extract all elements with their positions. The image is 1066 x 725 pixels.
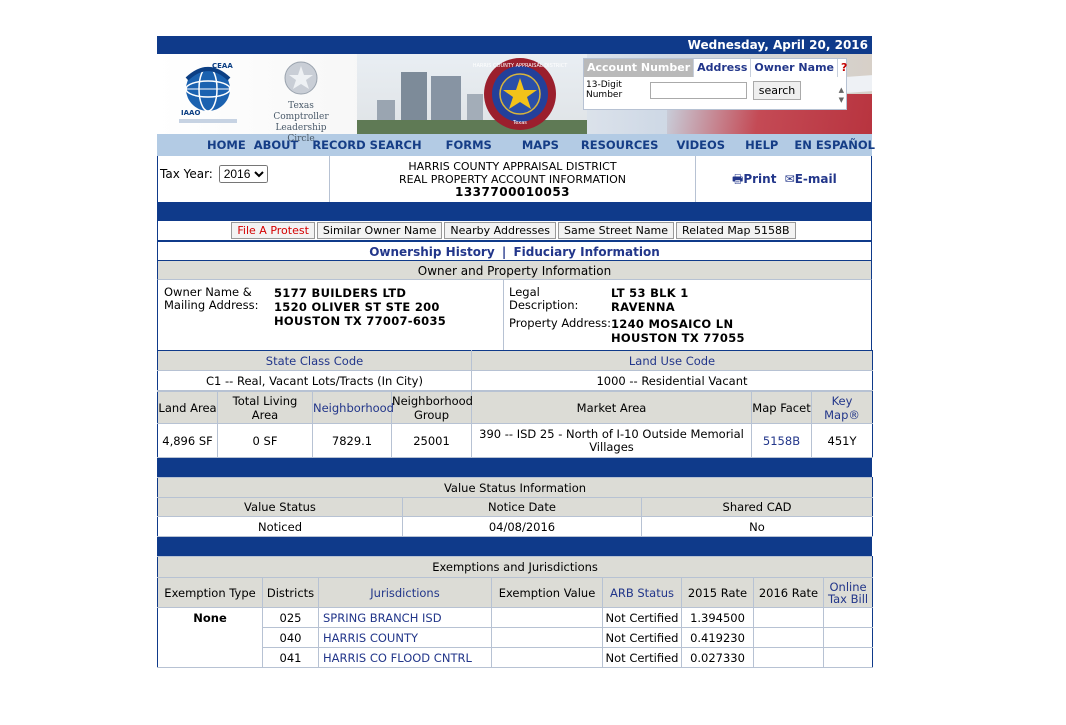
value-status-title: Value Status Information (158, 478, 873, 498)
land-area-value: 4,896 SF (158, 424, 218, 458)
shared-cad-value: No (642, 517, 873, 537)
table-row (158, 608, 873, 628)
ceaa-iaao-logo-icon[interactable] (179, 59, 237, 125)
owner-property-block (157, 280, 872, 350)
neighborhood-value: 7829.1 (313, 424, 392, 458)
tab-account-number[interactable]: Account Number (584, 59, 694, 77)
tab-address[interactable]: Address (694, 59, 751, 77)
nav-home[interactable]: HOME (207, 138, 246, 152)
table-row (158, 628, 873, 648)
exemptions-title: Exemptions and Jurisdictions (158, 557, 873, 578)
comptroller-text: Texas Comptroller Leadership Circle (273, 101, 329, 144)
quick-search-box (583, 58, 847, 110)
date-bar (157, 36, 872, 54)
similar-owner-button[interactable]: Similar Owner Name (317, 222, 443, 239)
account-title (330, 156, 696, 202)
key-map-value: 451Y (812, 424, 873, 458)
value-status-header: Value Status (158, 498, 403, 517)
jurisdiction-link[interactable]: HARRIS COUNTY (319, 628, 492, 648)
rate-2015-header: 2015 Rate (682, 578, 754, 608)
table-row (158, 648, 873, 668)
legal-desc-label: Legal Description: (509, 285, 579, 312)
key-map-header[interactable]: Key Map® (812, 392, 873, 424)
tax-year-cell (158, 156, 330, 202)
map-facet-link[interactable]: 5158B (752, 424, 812, 458)
tab-owner-name[interactable]: Owner Name (751, 59, 838, 77)
envelope-icon: ✉ (784, 172, 795, 186)
exemptions-table (157, 556, 873, 668)
account-number: 1337700010053 (454, 185, 571, 199)
value-status-table (157, 477, 873, 537)
neighborhood-group-header: Neighborhood Group (392, 393, 473, 422)
exemption-value (492, 648, 603, 668)
nav-about[interactable]: ABOUT (253, 138, 299, 152)
exemption-value (492, 608, 603, 628)
neighborhood-group-value: 25001 (392, 424, 472, 458)
same-street-button[interactable]: Same Street Name (558, 222, 674, 239)
email-link[interactable]: ✉E-mail (784, 172, 837, 186)
divider-bar-3 (157, 537, 872, 556)
shared-cad-header: Shared CAD (642, 498, 873, 517)
printer-icon: 🖶 (732, 172, 744, 186)
value-status-value: Noticed (158, 517, 403, 537)
map-facet-header: Map Facet (752, 392, 812, 424)
arb-status: Not Certified (603, 608, 682, 628)
hcad-seal-icon[interactable] (472, 56, 568, 132)
land-area-header: Land Area (158, 392, 218, 424)
iaao-text: IAAO (181, 109, 201, 117)
tax-bill-cell (824, 628, 873, 648)
area-table (157, 391, 873, 458)
jurisdiction-link[interactable]: HARRIS CO FLOOD CNTRL (319, 648, 492, 668)
class-codes-table (157, 350, 873, 391)
help-question-icon[interactable]: ? (841, 61, 848, 74)
action-buttons (157, 221, 872, 240)
district-code: 025 (263, 608, 319, 628)
tax-bill-cell (824, 608, 873, 628)
search-label: 13-Digit Number (586, 80, 623, 100)
owner-label-2: Mailing Address: (164, 298, 259, 312)
print-link[interactable]: 🖶Print (732, 172, 777, 186)
search-button[interactable]: search (753, 81, 801, 100)
fiduciary-info-link[interactable]: Fiduciary Information (513, 245, 660, 259)
arb-status-header[interactable]: ARB Status (603, 578, 682, 608)
online-tax-bill-header[interactable]: Online Tax Bill (824, 578, 873, 608)
rate-2016 (754, 628, 824, 648)
arb-status: Not Certified (603, 648, 682, 668)
notice-date-header: Notice Date (403, 498, 642, 517)
account-number-input[interactable] (650, 82, 747, 99)
state-class-header[interactable]: State Class Code (158, 351, 472, 371)
tax-year-select[interactable] (219, 165, 268, 183)
jurisdictions-header[interactable]: Jurisdictions (319, 578, 492, 608)
land-use-value: 1000 -- Residential Vacant (472, 371, 873, 391)
property-address-label: Property Address: (509, 316, 611, 330)
link-separator: | (501, 245, 507, 259)
nav-forms[interactable]: FORMS (445, 138, 492, 152)
comptroller-star-icon (283, 60, 319, 96)
rate-2015: 0.419230 (682, 628, 754, 648)
file-protest-button[interactable]: File A Protest (231, 222, 315, 239)
owner-address: 5177 BUILDERS LTD 1520 OLIVER ST STE 200 HOUSTON TX 77007-6035 (274, 286, 447, 328)
rate-2016-header: 2016 Rate (754, 578, 824, 608)
nav-record-search[interactable]: RECORD SEARCH (312, 138, 422, 152)
land-use-header[interactable]: Land Use Code (472, 351, 873, 371)
seal-text: HARRIS COUNTY APPRAISAL DISTRICT (472, 63, 568, 69)
seal-sub-text: Texas (513, 120, 527, 126)
related-map-button[interactable]: Related Map 5158B (676, 222, 796, 239)
exemption-value (492, 628, 603, 648)
market-area-header: Market Area (472, 392, 752, 424)
exemption-value-header: Exemption Value (492, 578, 603, 608)
property-address: 1240 MOSAICO LN HOUSTON TX 77055 (611, 317, 745, 345)
district-code: 040 (263, 628, 319, 648)
ceaa-text: CEAA (212, 62, 233, 70)
exemption-type-header: Exemption Type (158, 578, 263, 608)
search-tabs (584, 59, 846, 77)
district-code: 041 (263, 648, 319, 668)
living-area-header: Total Living Area (218, 392, 313, 424)
nav-help[interactable]: HELP (745, 138, 779, 152)
comptroller-logo[interactable] (261, 60, 341, 144)
nav-resources[interactable]: RESOURCES (580, 138, 659, 152)
hcad-page (157, 36, 875, 666)
account-info-row (157, 156, 872, 202)
divider-bar-2 (157, 458, 872, 477)
search-scroll-arrows-icon[interactable]: ▲ ▼ (838, 86, 844, 104)
legal-description: LT 53 BLK 1 RAVENNA (611, 286, 689, 314)
district-title: HARRIS COUNTY APPRAISAL DISTRICT (408, 160, 617, 173)
jurisdiction-link[interactable]: SPRING BRANCH ISD (319, 608, 492, 628)
districts-header: Districts (263, 578, 319, 608)
ownership-history-link[interactable]: Ownership History (369, 245, 495, 259)
neighborhood-header[interactable]: Neighborhood (313, 392, 392, 424)
nav-en-espanol[interactable]: EN ESPAÑOL (794, 138, 875, 152)
notice-date-value: 04/08/2016 (403, 517, 642, 537)
rate-2015: 1.394500 (682, 608, 754, 628)
rate-2016 (754, 608, 824, 628)
owner-label-1: Owner Name & (164, 285, 252, 299)
owner-section-title: Owner and Property Information (157, 260, 872, 280)
divider-bar (157, 202, 872, 221)
history-links (157, 240, 872, 260)
rate-2015: 0.027330 (682, 648, 754, 668)
nav-maps[interactable]: MAPS (521, 138, 559, 152)
site-header (157, 54, 872, 144)
exemption-type-value: None (158, 608, 263, 668)
current-date: Wednesday, April 20, 2016 (687, 38, 868, 52)
nav-videos[interactable]: VIDEOS (676, 138, 726, 152)
nearby-addresses-button[interactable]: Nearby Addresses (444, 222, 556, 239)
tax-year-label: Tax Year: (160, 167, 213, 181)
report-title: REAL PROPERTY ACCOUNT INFORMATION (399, 173, 626, 186)
state-class-value: C1 -- Real, Vacant Lots/Tracts (In City) (158, 371, 472, 391)
rate-2016 (754, 648, 824, 668)
arb-status: Not Certified (603, 628, 682, 648)
tax-bill-cell (824, 648, 873, 668)
market-area-value: 390 -- ISD 25 - North of I-10 Outside Memorial Villages (472, 424, 752, 458)
living-area-value: 0 SF (218, 424, 313, 458)
print-email-cell (696, 156, 871, 202)
